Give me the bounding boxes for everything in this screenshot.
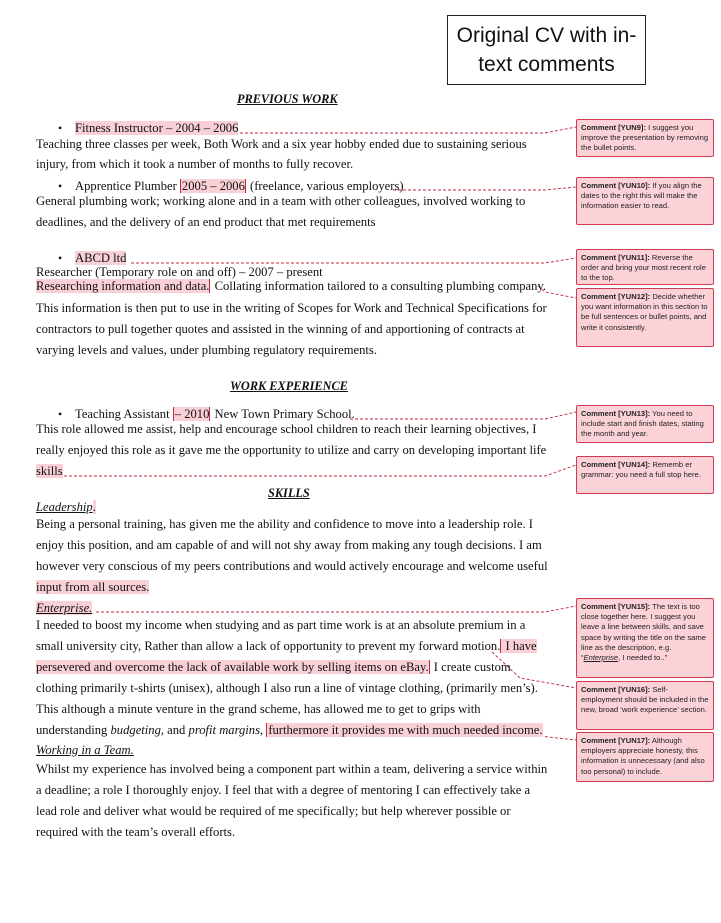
entry-teaching-line-1: This role allowed me assist, help and encourage school children to reach their learning objectives, I bbox=[36, 422, 537, 436]
skills-team-line-4: required with the team’s overall efforts. bbox=[36, 825, 236, 839]
skills-enterprise-line-1: I needed to boost my income when studying and as part time work is at an absolute premium in a bbox=[36, 618, 526, 632]
heading-previous-work: PREVIOUS WORK bbox=[237, 92, 338, 106]
skills-leadership-line-3: however very conscious of my peers contributions and would actively encourage and welcome useful bbox=[36, 559, 548, 573]
skills-enterprise-line-5: This although a minute venture in the grand scheme, has allowed me to get to grips with bbox=[36, 702, 481, 716]
skills-enterprise-line-2: small university city, Rather than allow a lack of opportunity to prevent my forward motion. I have bbox=[36, 639, 537, 653]
entry-fitness-line-2: injury, from which it took a number of months to fully recover. bbox=[36, 157, 354, 171]
skills-team-line-3: lead role and deliver what would be required of me specifically; but help wherever possible or bbox=[36, 804, 511, 818]
skills-enterprise-line-3: persevered and overcome the lack of available work by selling items on eBay. I create custom bbox=[36, 660, 511, 674]
entry-plumber-line-2: deadlines, and the delivery of an end product that met requirements bbox=[36, 215, 376, 229]
entry-abcd-line-2: contractors to pull together quotes and assisted in the winning of and apportioning of contracts at bbox=[36, 322, 525, 336]
comment-yun11[interactable]: Comment [YUN11]: Reverse the order and bring your most recent role to the top. bbox=[576, 249, 714, 285]
entry-abcd-title: ABCD ltd bbox=[75, 251, 127, 265]
title-box-text: Original CV with in-text comments bbox=[456, 24, 637, 76]
connector-yun9 bbox=[240, 127, 576, 133]
entry-abcd-subtitle: Researcher (Temporary role on and off) – 2007 – present bbox=[36, 265, 323, 279]
heading-work-experience: WORK EXPERIENCE bbox=[230, 379, 348, 393]
entry-plumber-line-1: General plumbing work; working alone and in a team with other colleagues, involved working to bbox=[36, 194, 526, 208]
entry-teaching-title: Teaching Assistant – 2010 New Town Primary School. bbox=[75, 407, 355, 421]
entry-plumber-title: Apprentice Plumber 2005 – 2006 (freelance, various employers) bbox=[75, 179, 404, 193]
comment-yun13[interactable]: Comment [YUN13]: You need to include start and finish dates, stating the month and year. bbox=[576, 405, 714, 443]
comment-yun9[interactable]: Comment [YUN9]: I suggest you improve the presentation by removing the bullet points. bbox=[576, 119, 714, 157]
connector-yun14 bbox=[64, 465, 576, 476]
bullet-icon: • bbox=[58, 179, 63, 193]
comment-yun15[interactable]: Comment [YUN15]: The text is too close together here. I suggest you leave a line between skills, and save space by writing the title on the same line as the description, e.g. “Enterprise, I needed to..” bbox=[576, 598, 714, 678]
entry-teaching-line-3: skills bbox=[36, 464, 63, 478]
comment-yun14[interactable]: Comment [YUN14]: Rememb er grammar: you need a full stop here. bbox=[576, 456, 714, 494]
bullet-icon: • bbox=[58, 251, 63, 265]
bullet-icon: • bbox=[58, 121, 63, 135]
entry-teaching-line-2: really enjoyed this role as it gave me the opportunity to utilize and carry on developing important life bbox=[36, 443, 547, 457]
connector-yun11 bbox=[131, 258, 576, 263]
heading-skills: SKILLS bbox=[268, 486, 310, 500]
entry-abcd-highlight-line: Researching information and data. Collating information tailored to a consulting plumbing company. bbox=[36, 279, 547, 293]
entry-abcd-line-1: This information is then put to use in the writing of Scopes for Work and Technical Specifications for bbox=[36, 301, 547, 315]
connector-yun15 bbox=[96, 606, 576, 612]
skills-leadership-line-1: Being a personal training, has given me the ability and confidence to move into a leadership role. I bbox=[36, 517, 533, 531]
skills-leadership-line-2: enjoy this position, and am capable of and will not shy away from making any tough decisions. I am bbox=[36, 538, 542, 552]
entry-fitness-line-1: Teaching three classes per week, Both Work and a six year hobby ended due to sustaining serious bbox=[36, 137, 527, 151]
skills-leadership-title: Leadership. bbox=[36, 500, 96, 514]
skills-enterprise-line-4: clothing primarily t-shirts (unisex), although I also run a line of vintage clothing, (primarily men’s). bbox=[36, 681, 538, 695]
comment-yun16[interactable]: Comment [YUN16]: Self-employment should be included in the new, broad ‘work experience’ section. bbox=[576, 681, 714, 730]
comment-yun10[interactable]: Comment [YUN10]: If you align the dates to the right this will make the information easier to read. bbox=[576, 177, 714, 225]
skills-team-line-1: Whilst my experience has involved being a component part within a team, delivering a service within bbox=[36, 762, 548, 776]
bullet-icon: • bbox=[58, 407, 63, 421]
entry-abcd-line-3: varying levels and values, under plumbing regulatory requirements. bbox=[36, 343, 377, 357]
skills-team-line-2: a deadline; a role I thoroughly enjoy. I feel that with a degree of mentoring I can effectively take a bbox=[36, 783, 531, 797]
skills-leadership-line-4: input from all sources. bbox=[36, 580, 150, 594]
skills-team-title: Working in a Team. bbox=[36, 743, 134, 757]
comment-yun12[interactable]: Comment [YUN12]: Decide whether you want information in this section to be full sentences or bullet points, and write it consistently. bbox=[576, 288, 714, 347]
connector-yun13 bbox=[350, 412, 576, 419]
comment-yun17[interactable]: Comment [YUN17]: Although employers appreciate honesty, this information is unnecessary (and also too personal) to include. bbox=[576, 732, 714, 782]
skills-enterprise-title: Enterprise. bbox=[36, 601, 93, 615]
connector-yun10 bbox=[393, 187, 576, 190]
entry-fitness-title: Fitness Instructor – 2004 – 2006 bbox=[75, 121, 239, 135]
skills-enterprise-line-6: understanding budgeting, and profit margins, furthermore it provides me with much needed income. bbox=[36, 723, 543, 737]
